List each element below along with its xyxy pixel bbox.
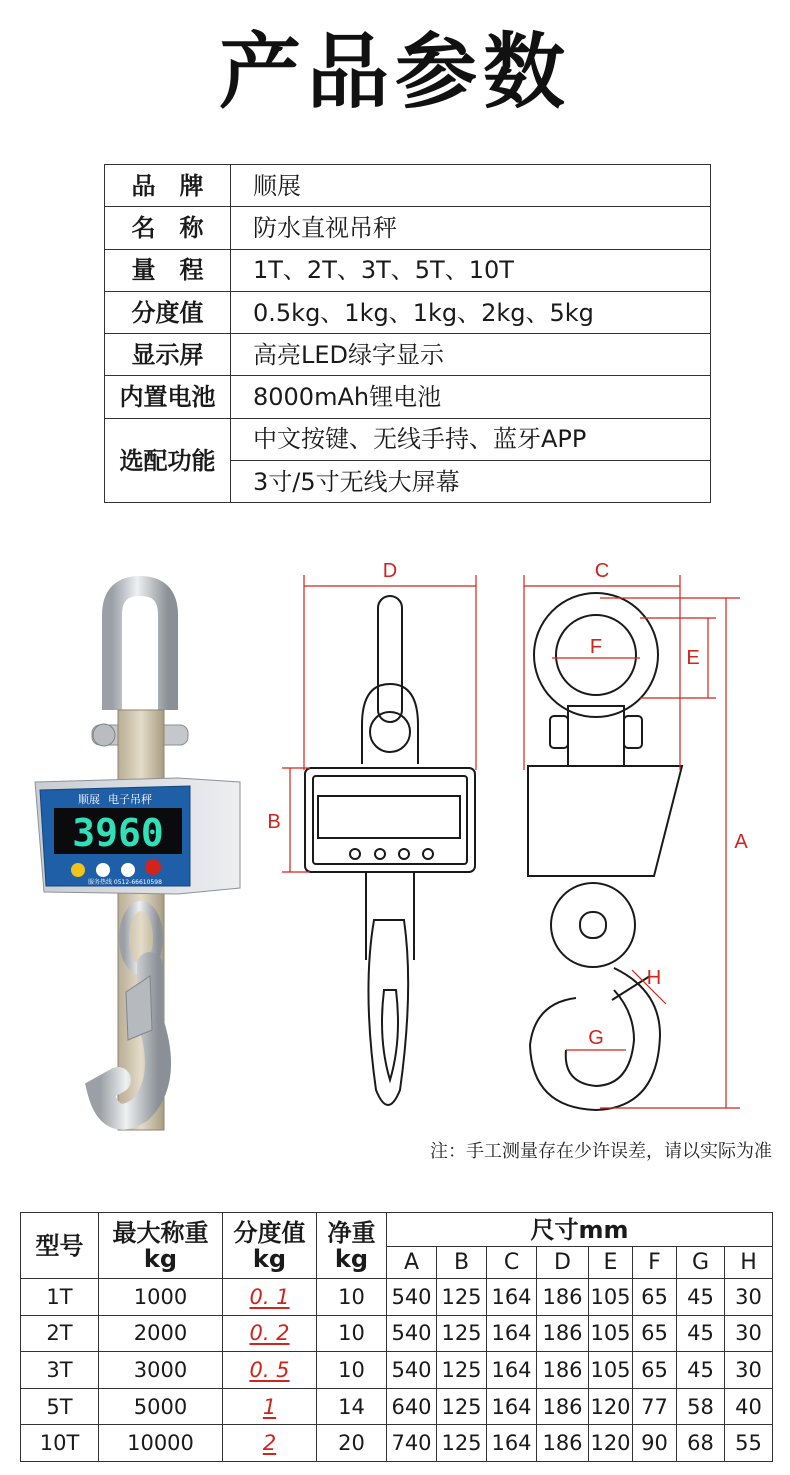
table-row — [21, 1352, 773, 1389]
cell-dim-c: 164 — [487, 1352, 537, 1389]
dimension-labels — [267, 560, 748, 1049]
header-col-b: B — [437, 1247, 487, 1279]
spec-value: 1T、2T、3T、5T、10T — [231, 249, 711, 291]
spec-value: 0.5kg、1kg、1kg、2kg、5kg — [231, 291, 711, 333]
front-key — [423, 849, 433, 859]
table-row — [21, 1279, 773, 1316]
shackle — [112, 586, 168, 710]
product-drawing — [0, 520, 790, 1140]
spec-row-range — [105, 249, 711, 291]
cell-model: 1T — [21, 1279, 99, 1316]
cell-max-weight: 1000 — [99, 1279, 223, 1316]
cell-dim-f: 90 — [633, 1425, 677, 1462]
led-reading: 3960 — [72, 811, 164, 855]
cell-dim-a: 640 — [387, 1388, 437, 1425]
spec-row-name — [105, 207, 711, 249]
table-row — [21, 1425, 773, 1462]
header-max-line2: kg — [143, 1244, 178, 1273]
cell-dim-b: 125 — [437, 1352, 487, 1389]
cell-dim-d: 186 — [537, 1315, 589, 1352]
cell-model: 3T — [21, 1352, 99, 1389]
front-shackle — [378, 596, 402, 722]
cell-net-weight: 20 — [317, 1425, 387, 1462]
cell-dim-e: 120 — [589, 1425, 633, 1462]
side-shackle-neck — [568, 706, 624, 766]
spec-row-options — [105, 418, 711, 460]
header-model: 型号 — [21, 1213, 99, 1279]
spec-label: 选配功能 — [105, 418, 231, 503]
table-row — [21, 1315, 773, 1352]
table-header-row — [21, 1213, 773, 1247]
key-function — [96, 863, 110, 877]
cell-dim-b: 125 — [437, 1279, 487, 1316]
cell-dim-b: 125 — [437, 1315, 487, 1352]
cell-dim-g: 58 — [677, 1388, 725, 1425]
header-col-f: F — [633, 1247, 677, 1279]
front-pin — [370, 712, 410, 752]
measurement-note: 注：手工测量存在少许误差，请以实际为准 — [430, 1141, 772, 1162]
cell-dim-g: 45 — [677, 1279, 725, 1316]
front-key — [350, 849, 360, 859]
header-div-line1: 分度值 — [233, 1218, 306, 1247]
cell-division — [223, 1315, 317, 1352]
division-value: 1 — [262, 1394, 277, 1419]
header-max-line1: 最大称重 — [112, 1218, 209, 1247]
dimension-table — [20, 1212, 773, 1462]
spec-value: 防水直视吊秤 — [231, 207, 711, 249]
spec-row-division — [105, 291, 711, 333]
header-net-line2: kg — [334, 1244, 369, 1273]
header-col-c: C — [487, 1247, 537, 1279]
page-title: 产品参数 — [218, 24, 571, 120]
cell-dim-c: 164 — [487, 1279, 537, 1316]
cell-dim-a: 740 — [387, 1425, 437, 1462]
header-col-d: D — [537, 1247, 589, 1279]
spec-value: 顺展 — [231, 165, 711, 207]
cell-max-weight: 2000 — [99, 1315, 223, 1352]
spec-label: 分度值 — [105, 291, 231, 333]
spec-value: 3寸/5寸无线大屏幕 — [231, 461, 711, 503]
cell-dim-g: 45 — [677, 1352, 725, 1389]
spec-label: 内置电池 — [105, 376, 231, 418]
spec-value: 中文按键、无线手持、蓝牙APP — [231, 418, 711, 460]
cell-dim-c: 164 — [487, 1425, 537, 1462]
side-latch — [612, 976, 650, 1000]
header-div-line2: kg — [252, 1244, 287, 1273]
header-net-weight — [317, 1213, 387, 1279]
cell-division — [223, 1352, 317, 1389]
cell-max-weight: 5000 — [99, 1388, 223, 1425]
cell-division — [223, 1279, 317, 1316]
header-col-a: A — [387, 1247, 437, 1279]
cell-dim-a: 540 — [387, 1315, 437, 1352]
dimension-lines — [282, 575, 740, 1108]
spec-label: 品牌 — [105, 165, 231, 207]
header-net-line1: 净重 — [327, 1218, 376, 1247]
cell-dim-f: 65 — [633, 1315, 677, 1352]
cell-dim-f: 65 — [633, 1352, 677, 1389]
cell-dim-a: 540 — [387, 1279, 437, 1316]
cell-net-weight: 10 — [317, 1315, 387, 1352]
dim-label-g: G — [588, 1027, 604, 1049]
cell-max-weight: 10000 — [99, 1425, 223, 1462]
cell-max-weight: 3000 — [99, 1352, 223, 1389]
cell-dim-e: 105 — [589, 1279, 633, 1316]
cell-dim-e: 105 — [589, 1352, 633, 1389]
cell-dim-h: 55 — [725, 1425, 773, 1462]
cell-dim-b: 125 — [437, 1388, 487, 1425]
pin-nut — [93, 724, 115, 746]
cell-dim-h: 30 — [725, 1315, 773, 1352]
cell-dim-e: 120 — [589, 1388, 633, 1425]
spec-label: 量程 — [105, 249, 231, 291]
header-division — [223, 1213, 317, 1279]
dim-label-b: B — [267, 811, 281, 833]
dim-label-d: D — [382, 560, 398, 582]
header-col-e: E — [589, 1247, 633, 1279]
cell-net-weight: 14 — [317, 1388, 387, 1425]
division-value: 0. 1 — [249, 1284, 290, 1309]
cell-dim-g: 45 — [677, 1315, 725, 1352]
cell-dim-b: 125 — [437, 1425, 487, 1462]
front-display — [318, 796, 460, 838]
dim-label-f: F — [589, 636, 603, 658]
table-row — [21, 1388, 773, 1425]
division-value: 0. 2 — [249, 1321, 290, 1346]
product-photo — [35, 586, 240, 1130]
header-col-g: G — [677, 1247, 725, 1279]
dim-label-a: A — [734, 831, 748, 853]
spec-row-display — [105, 334, 711, 376]
side-pin-left — [550, 716, 568, 748]
cell-dim-h: 30 — [725, 1352, 773, 1389]
cell-net-weight: 10 — [317, 1279, 387, 1316]
side-housing — [528, 766, 682, 876]
cell-model: 5T — [21, 1388, 99, 1425]
cell-dim-c: 164 — [487, 1388, 537, 1425]
dim-label-c: C — [594, 560, 610, 582]
side-swivel-hole — [580, 912, 606, 938]
front-hook-inner — [382, 990, 398, 1080]
product-brand: 顺展 — [78, 793, 100, 806]
spec-label: 名称 — [105, 207, 231, 249]
cell-dim-d: 186 — [537, 1352, 589, 1389]
cell-division — [223, 1425, 317, 1462]
cell-dim-c: 164 — [487, 1315, 537, 1352]
cell-dim-e: 105 — [589, 1315, 633, 1352]
cell-dim-d: 186 — [537, 1279, 589, 1316]
division-value: 0. 5 — [249, 1357, 290, 1382]
key-power — [145, 859, 161, 875]
cell-division — [223, 1388, 317, 1425]
dim-label-h: H — [646, 967, 662, 989]
cell-dim-h: 40 — [725, 1388, 773, 1425]
key-total — [121, 863, 135, 877]
front-housing — [305, 768, 475, 872]
cell-model: 10T — [21, 1425, 99, 1462]
cell-dim-g: 68 — [677, 1425, 725, 1462]
spec-row-battery — [105, 376, 711, 418]
front-view — [305, 596, 475, 1105]
key-zero — [71, 863, 85, 877]
cell-dim-f: 77 — [633, 1388, 677, 1425]
side-pin-right — [624, 716, 642, 748]
dim-label-e: E — [686, 647, 700, 669]
header-col-h: H — [725, 1247, 773, 1279]
cell-dim-f: 65 — [633, 1279, 677, 1316]
side-swivel-ring — [551, 883, 635, 967]
dimension-table-body — [21, 1279, 773, 1462]
spec-label: 显示屏 — [105, 334, 231, 376]
side-view — [528, 593, 682, 1110]
cell-dim-h: 30 — [725, 1279, 773, 1316]
front-key — [375, 849, 385, 859]
cell-dim-d: 186 — [537, 1425, 589, 1462]
header-max-weight — [99, 1213, 223, 1279]
spec-table — [104, 164, 711, 503]
front-key — [399, 849, 409, 859]
spec-value: 高亮LED绿字显示 — [231, 334, 711, 376]
header-size: 尺寸mm — [387, 1213, 773, 1247]
cell-model: 2T — [21, 1315, 99, 1352]
spec-row-brand — [105, 165, 711, 207]
division-value: 2 — [262, 1431, 277, 1456]
service-phone: 服务热线 0512-66610598 — [88, 879, 162, 886]
cell-net-weight: 10 — [317, 1352, 387, 1389]
cell-dim-a: 540 — [387, 1352, 437, 1389]
cell-dim-d: 186 — [537, 1388, 589, 1425]
front-housing-inner — [313, 776, 467, 864]
product-name: 电子吊秤 — [108, 793, 152, 806]
spec-value: 8000mAh锂电池 — [231, 376, 711, 418]
